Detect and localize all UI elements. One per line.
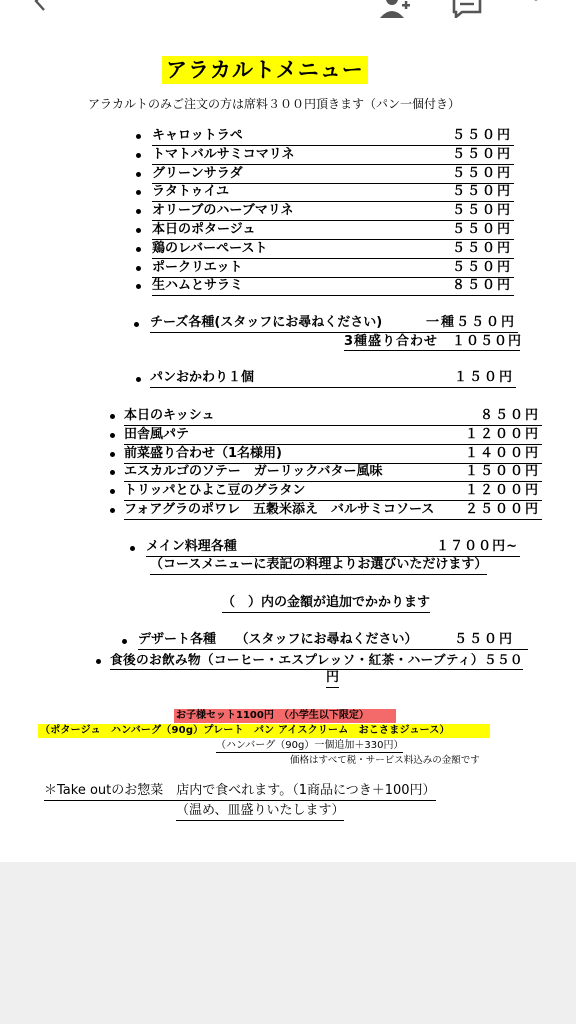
item-price: １７００円~ — [436, 539, 518, 554]
list-bullet — [110, 470, 115, 475]
item-name: キャロットラペ — [152, 128, 243, 143]
tax-note: 価格はすべて税・サービス料込みの金額です — [290, 755, 480, 766]
kids-set-contents: （ポタージュ ハンバーグ（90g）プレート パン アイスクリーム おこさまジュース） — [40, 725, 450, 736]
item-price: １４００円 — [464, 445, 540, 461]
list-bullet — [134, 322, 139, 327]
item-name: フォアグラのポワレ 五穀米添え バルサミコソース — [124, 502, 435, 517]
after-meal-drinks: 食後のお飲み物（コーヒー・エスプレッソ・紅茶・ハーブティ）５５０ — [110, 651, 523, 670]
list-bullet — [136, 266, 141, 271]
list-bullet — [136, 153, 141, 158]
main-dish-note: （コースメニューに表記の料理よりお選びいただけます） — [150, 556, 487, 575]
item-price: ５５０円 — [451, 240, 512, 256]
item-price: ５５０円 — [451, 259, 512, 275]
item-name: オリーブのハーブマリネ — [152, 203, 294, 219]
item-price: 一種５５０円 — [425, 315, 516, 330]
list-bullet — [136, 209, 141, 214]
comment-icon[interactable] — [452, 0, 484, 18]
list-bullet — [110, 414, 115, 419]
item-price: １５０円 — [453, 370, 514, 385]
item-name: トマトバルサミコマリネ — [152, 146, 295, 162]
menu-item-main — [146, 538, 520, 557]
item-price: １２００円 — [464, 426, 540, 442]
menu-item — [152, 127, 514, 146]
item-name: 生ハムとサラミ — [152, 278, 244, 294]
person-add-icon[interactable] — [380, 0, 410, 18]
cheese-assortment-price: 3種盛り合わせ １０５０円 — [344, 334, 523, 349]
page-footer-area — [0, 862, 576, 1024]
list-bullet — [122, 639, 127, 644]
item-price: ８５０円 — [479, 408, 540, 423]
menu-item — [124, 445, 542, 464]
item-price: ５５０円 — [451, 128, 512, 143]
kids-set-extra: （ハンバーグ（90g）一個追加＋330円） — [216, 740, 404, 751]
item-price: １５００円 — [464, 464, 540, 480]
menu-item — [152, 259, 514, 278]
menu-item — [124, 426, 542, 445]
item-name: チーズ各種(スタッフにお尋ねください) — [150, 315, 383, 330]
list-bullet — [136, 172, 141, 177]
item-name: ラタトゥイユ — [152, 184, 230, 200]
menu-item — [152, 165, 514, 184]
menu-item — [152, 277, 514, 296]
takeout-note-cont: （温め、皿盛りいたします） — [176, 802, 344, 821]
menu-item — [152, 183, 514, 202]
underline — [344, 350, 520, 351]
menu-item — [152, 221, 514, 240]
menu-item-bread-refill — [150, 369, 516, 388]
menu-item-cheese — [150, 314, 518, 333]
item-price: ２５００円 — [464, 502, 540, 517]
item-name: パンおかわり１個 — [150, 370, 255, 385]
menu-item — [152, 202, 514, 221]
item-name: デザート各種 （スタッフにお尋ねください） — [138, 632, 418, 647]
menu-item — [124, 463, 542, 482]
menu-item — [124, 407, 542, 426]
item-name: ポークリエット — [152, 259, 243, 275]
item-price: ５５０円 — [451, 165, 512, 181]
kids-set-title: お子様セット1100円 （小学生以下限定） — [176, 710, 369, 721]
takeout-note: ＊Take outのお惣菜 店内で食べれます。（1商品につき＋100円） — [44, 782, 436, 801]
item-price: ８５０円 — [451, 278, 512, 294]
item-name: グリーンサラダ — [152, 165, 243, 181]
item-price: ５５０円 — [451, 184, 512, 200]
menu-item — [124, 501, 542, 520]
list-bullet — [110, 452, 115, 457]
chevron-left-icon[interactable] — [32, 0, 48, 12]
list-bullet — [136, 247, 141, 252]
menu-item — [124, 482, 542, 501]
list-bullet — [136, 284, 141, 289]
item-name: 本日のポタージュ — [152, 222, 256, 237]
seat-charge-note: アラカルトのみご注文の方は席料３００円頂きます（パン一個付き） — [88, 97, 461, 111]
list-bullet — [136, 377, 141, 382]
more-icon[interactable] — [526, 0, 546, 8]
item-name: 鶏のレバーペースト — [152, 240, 268, 256]
list-bullet — [110, 508, 115, 513]
menu-item — [152, 146, 514, 165]
menu-item — [152, 240, 514, 259]
item-name: トリッパとひよこ豆のグラタン — [124, 483, 306, 499]
item-name: 前菜盛り合わせ（1名様用) — [124, 445, 282, 461]
list-bullet — [136, 134, 141, 139]
item-price: １２００円 — [464, 483, 540, 499]
item-name: 本日のキッシュ — [124, 408, 215, 423]
item-name: メイン料理各種 — [146, 539, 237, 554]
top-toolbar — [0, 0, 576, 22]
item-price: ５５０円 — [451, 203, 512, 219]
list-bullet — [136, 190, 141, 195]
additional-charge-note: （ ）内の金額が追加でかかります — [222, 594, 430, 613]
list-bullet — [136, 228, 141, 233]
item-price: ５５０円 — [453, 632, 514, 647]
item-name: 田舎風パテ — [124, 426, 190, 442]
list-bullet — [96, 659, 101, 664]
menu-item-dessert — [138, 631, 528, 650]
list-bullet — [110, 433, 115, 438]
item-name: エスカルゴのソテー ガーリックバター風味 — [124, 464, 383, 480]
list-bullet — [110, 489, 115, 494]
item-price: ５５０円 — [451, 222, 512, 237]
page-title: アラカルトメニュー — [162, 56, 368, 84]
after-meal-drinks-cont: 円 — [326, 669, 339, 688]
list-bullet — [130, 546, 135, 551]
item-price: ５５０円 — [451, 146, 512, 162]
